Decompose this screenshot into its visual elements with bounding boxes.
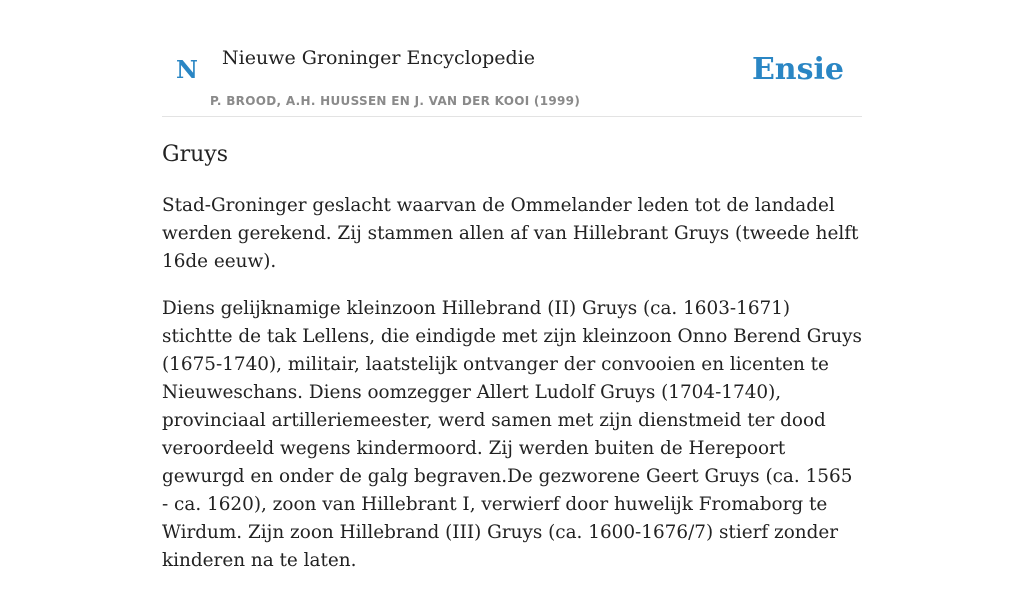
article-paragraph: Stad-Groninger geslacht waarvan de Ommelander leden tot de landadel werden gerekend. Zij stammen allen af van Hillebrant Gruys (tweede helft 16de eeuw).: [162, 195, 859, 272]
encyclopedia-authors: P. BROOD, A.H. HUUSSEN EN J. VAN DER KOOI (1999): [210, 94, 581, 108]
encyclopedia-title[interactable]: Nieuwe Groninger Encyclopedie: [222, 47, 536, 69]
page-header: [162, 0, 862, 117]
ensie-brand-logo[interactable]: Ensie: [751, 52, 844, 87]
encyclopedia-page: [162, 0, 862, 571]
article-title: Gruys: [162, 142, 228, 167]
encyclopedia-logo[interactable]: N: [176, 55, 198, 84]
article-body: [162, 192, 864, 594]
article-paragraph: Diens gelijknamige kleinzoon Hillebrand (II) Gruys (ca. 1603-1671) stichtte de tak Lellens, die eindigde met zijn kleinzoon Onno Berend Gruys (1675-1740), militair, laatstelijk ontvanger der convooien en licenten te Nieuweschans. Diens oomzegger Allert Ludolf Gruys (1704-1740), provinciaal artilleriemeester, werd samen met zijn dienstmeid ter dood veroordeeld wegens kindermoord. Zij werden buiten de Herepoort gewurgd en onder de galg begraven.De gezworene Geert Gruys (ca. 1565 - ca. 1620), zoon van Hillebrant I, verwierf door huwelijk Fromaborg te Wirdum. Zijn zoon Hillebrand (III) Gruys (ca. 1600-1676/7) stierf zonder kinderen na te laten.: [162, 298, 862, 571]
